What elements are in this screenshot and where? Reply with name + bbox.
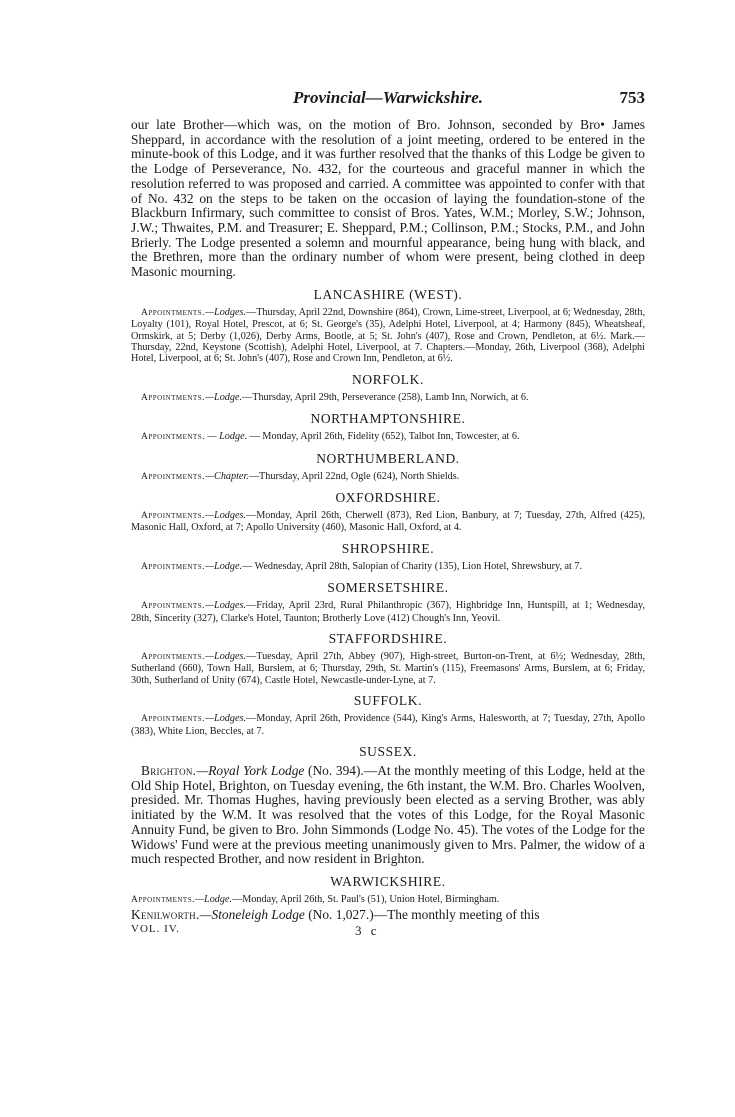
appointment-kind: —Lodges.: [204, 713, 247, 725]
appointment-kind: —Chapter.: [204, 470, 249, 482]
signature-mark: 3 c: [355, 923, 380, 939]
section-heading: SUFFOLK.: [353, 693, 423, 709]
appointments-entry: [131, 392, 645, 404]
section-norfolk: [131, 372, 645, 404]
section-northamptonshire: [131, 411, 645, 443]
appointments-label: Appointments.: [141, 714, 205, 725]
sussex-report: [131, 764, 645, 867]
volume-mark: VOL. IV.: [131, 923, 181, 936]
appointment-text: —Tuesday, April 27th, Abbey (907), High-street, Burton-on-Trent, at 6½; Wednesday, 28th, Sutherland (660), Town Hall, Burslem, at 6; Thursday, 29th, St. Martin's (115), Freemasons' Arms, Burslem, at 6; Friday, 30th, Sutherland of Unity (674), Castle Hotel, Newcastle-under-Lyne, at 7.: [131, 651, 645, 686]
section-oxfordshire: [131, 490, 645, 534]
lodge-name: —Royal York Lodge: [196, 763, 305, 779]
lodge-name: —Stoneleigh Lodge: [199, 907, 305, 923]
report-text: (No. 1,027.)—The monthly meeting of this: [304, 907, 540, 923]
appointments-entry: [131, 471, 645, 483]
appointments-label: Appointments.: [141, 561, 205, 572]
report-text: (No. 394).—At the monthly meeting of this Lodge, held at the Old Ship Hotel, Brighton, on Tuesday evening, the 6th instant, the W.M. Bro. Charles Woolven, presided. Mr. Thomas Hughes, having previously been elected as a serving Brother, was ably initiated by the W.M. It was resolved that the votes of this Lodge, for the Royal Masonic Annuity Fund, be given to Bro. John Simmonds (Lodge No. 45). The votes of the Lodge for the Widows' Fund were at the previous meeting unanimously given to Mrs. Palmer, the widow of a much respected Brother, and now resident in Brighton.: [131, 763, 646, 867]
section-somersetshire: [131, 580, 645, 624]
section-heading: OXFORDSHIRE.: [335, 489, 441, 505]
section-shropshire: [131, 541, 645, 573]
section-staffordshire: [131, 631, 645, 686]
section-sussex: [131, 744, 645, 867]
appointment-kind: —Lodge.: [194, 893, 233, 905]
appointment-kind: —Lodges.: [204, 509, 247, 521]
appointment-text: —Monday, April 26th, Providence (544), King's Arms, Halesworth, at 7; Tuesday, 27th, Apollo (383), White Lion, Beccles, at 7.: [131, 713, 645, 737]
appointments-entry: [131, 651, 645, 686]
page: [131, 88, 645, 939]
appointment-text: —Monday, April 26th, Cherwell (873), Red Lion, Banbury, at 7; Tuesday, 27th, Alfred (425), Masonic Hall, Oxford, at 7; Apollo University (460), Masonic Hall, Oxford, at 4.: [131, 509, 645, 534]
appointment-text: —Thursday, April 22nd, Downshire (864), Crown, Lime-street, Liverpool, at 6; Wednesday, 28th, Loyalty (101), Royal Hotel, Prescot, at 6; St. George's (35), Adelphi Hotel, Liverpool, at 4; Harmony (845), Wheatsheaf, Ormskirk, at 5; Derby (1,026), Derby Arms, Bootle, at 5; St. John's (407), Rose and Crown, Pendleton, at 6½. Mark.—Thursday, 22nd, Keystone (Scottish), Adelphi Hotel, Liverpool, at 7. Chapters.—Monday, 26th, Liverpool (368), Adelphi Hotel, Liverpool, at 6; St. John's (407), Rose and Crown Inn, Pendleton, at 6½.: [131, 306, 645, 365]
appointment-text: — Monday, April 26th, Fidelity (652), Talbot Inn, Towcester, at 6.: [247, 431, 520, 443]
place-name: Kenilworth.: [131, 907, 200, 923]
appointment-kind: —Lodges.: [204, 600, 247, 612]
section-heading: STAFFORDSHIRE.: [328, 631, 448, 647]
opening-paragraph: our late Brother—which was, on the motion of Bro. Johnson, seconded by Bro• James Sheppard, in accordance with the resolution of a joint meeting, ordered to be entered in the minute-book of this Lodge, and it was further resolved that the thanks of this Lodge be given to the Lodge of Perseverance, No. 432, for the courteous and graceful manner in which the resolution referred to was proposed and carried. A committee was appointed to confer with that of No. 432 on the steps to be taken on the occasion of laying the foundation-stone of the Blackburn Infirmary, such committee to consist of Bros. Yates, W.M.; Morley, S.W.; Johnson, J.W.; Thwaites, P.M. and Treasurer; E. Sheppard, P.M.; Collinson, P.M.; Stocks, P.M., and John Brierly. The Lodge presented a solemn and mournful appearance, being hung with black, and the Brethren, more than the ordinary number of whom were present, being clothed in deep Masonic mourning.: [131, 117, 645, 280]
appointments-label: Appointments.: [141, 510, 205, 521]
section-heading: SHROPSHIRE.: [341, 540, 435, 556]
page-header: [131, 88, 645, 118]
appointment-kind: —Lodges.: [204, 306, 247, 318]
section-heading: NORFOLK.: [352, 371, 424, 387]
section-heading: NORTHAMPTONSHIRE.: [310, 411, 466, 427]
appointments-label: Appointments.: [141, 652, 205, 663]
page-number: 753: [619, 88, 645, 107]
appointments-entry: [131, 713, 645, 737]
appointments-label: Appointments.: [141, 392, 205, 403]
appointment-kind: — Lodge.: [204, 431, 248, 443]
appointments-entry: [131, 431, 645, 443]
section-northumberland: [131, 451, 645, 483]
appointment-kind: —Lodges.: [204, 651, 247, 663]
appointments-entry: [131, 510, 645, 534]
section-lancashire-west: [131, 287, 645, 365]
appointments-label: Appointments.: [141, 432, 205, 443]
appointment-text: —Friday, April 23rd, Rural Philanthropic (367), Highbridge Inn, Huntspill, at 1; Wednesday, 28th, Sincerity (327), Clarke's Hotel, Taunton; Brotherly Love (412) Chough's Inn, Yeovil.: [131, 600, 645, 624]
page-footer: [131, 923, 645, 939]
appointments-entry: [131, 600, 645, 624]
appointment-text: —Thursday, April 29th, Perseverance (258), Lamb Inn, Norwich, at 6.: [242, 391, 529, 403]
section-heading: WARWICKSHIRE.: [330, 873, 446, 889]
appointment-text: —Monday, April 26th, St. Paul's (51), Union Hotel, Birmingham.: [232, 893, 500, 905]
section-heading: LANCASHIRE (WEST).: [313, 286, 463, 302]
appointments-entry: [131, 307, 645, 365]
place-name: Brighton.: [141, 763, 197, 779]
appointment-text: — Wednesday, April 28th, Salopian of Charity (135), Lion Hotel, Shrewsbury, at 7.: [242, 560, 583, 572]
appointment-kind: —Lodge.: [204, 391, 243, 403]
appointments-entry: [131, 561, 645, 573]
appointment-kind: —Lodge.: [204, 560, 243, 572]
appointment-text: —Thursday, April 22nd, Ogle (624), North Shields.: [248, 470, 460, 482]
kenilworth-report: [131, 908, 645, 923]
appointments-label: Appointments.: [141, 471, 205, 482]
section-warwickshire: [131, 874, 645, 923]
section-suffolk: [131, 693, 645, 737]
appointments-label: Appointments.: [131, 894, 195, 905]
section-heading: NORTHUMBERLAND.: [316, 450, 460, 466]
appointments-label: Appointments.: [141, 601, 205, 612]
section-heading: SUSSEX.: [359, 744, 417, 760]
appointments-label: Appointments.: [141, 307, 205, 318]
running-title: Provincial—Warwickshire.: [293, 88, 483, 107]
appointments-entry: [131, 894, 645, 906]
section-heading: SOMERSETSHIRE.: [327, 580, 449, 596]
